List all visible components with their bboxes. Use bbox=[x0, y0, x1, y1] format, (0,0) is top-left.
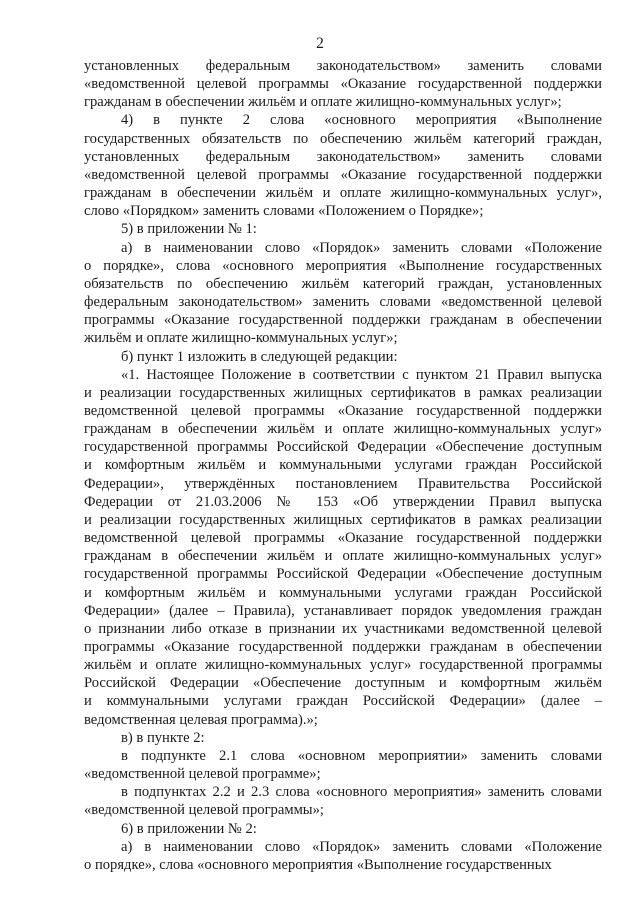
text-line: 5) в приложении № 1: bbox=[121, 221, 257, 238]
paragraph bbox=[84, 57, 602, 111]
paragraph bbox=[84, 111, 602, 220]
text-line: 6) в приложении № 2: bbox=[121, 820, 257, 837]
text-line: Российской Федерации «Обеспечение доступным и комфортным жильём bbox=[84, 675, 602, 692]
text-line: и комфортным жильём и коммунальными услугами граждан Российской bbox=[84, 457, 602, 474]
paragraph bbox=[84, 820, 602, 838]
text-line: в подпункте 2.1 слова «основном мероприятии» заменить словами bbox=[121, 747, 602, 764]
text-line: о порядке», слова «основного мероприятия «Выполнение государственных bbox=[84, 257, 602, 274]
text-line: Федерации» (далее – Правила), устанавливает порядок уведомления граждан bbox=[84, 602, 602, 619]
text-line: ведомственной целевой программы «Оказание государственной поддержки bbox=[84, 530, 602, 547]
text-line: слово «Порядком» заменить словами «Положением о Порядке»; bbox=[84, 203, 484, 220]
text-line: ведомственная целевая программа).»; bbox=[84, 711, 318, 728]
text-line: жильём и оплате жилищно-коммунальных услуг» государственной программы bbox=[84, 657, 602, 674]
text-line: а) в наименовании слово «Порядок» заменить словами «Положение bbox=[121, 838, 602, 855]
text-line: государственных обязательств по обеспечению жильём категорий граждан, bbox=[84, 130, 602, 147]
text-line: «ведомственной целевой программы «Оказание государственной поддержки bbox=[84, 166, 602, 183]
text-line: о признании либо отказе в признании их участниками ведомственной целевой bbox=[84, 620, 602, 637]
text-line: а) в наименовании слово «Порядок» заменить словами «Положение bbox=[121, 239, 602, 256]
paragraph bbox=[84, 729, 602, 747]
text-line: Федерации», утверждённых постановлением Правительства Российской bbox=[84, 475, 602, 492]
text-line: программы «Оказание государственной поддержки гражданам в обеспечении bbox=[84, 312, 602, 329]
text-line: программы «Оказание государственной поддержки гражданам в обеспечении bbox=[84, 639, 602, 655]
text-line: и комфортным жильём и коммунальными услугами граждан Российской bbox=[84, 584, 602, 601]
text-line: в) в пункте 2: bbox=[121, 729, 205, 746]
paragraph bbox=[84, 348, 602, 366]
text-line: «ведомственной целевой программе»; bbox=[84, 766, 321, 783]
text-line: «ведомственной целевой программы»; bbox=[84, 802, 324, 819]
text-line: государственной программы Российской Федерации «Обеспечение доступным bbox=[84, 439, 602, 456]
paragraph bbox=[84, 783, 602, 819]
text-line: «ведомственной целевой программы «Оказание государственной поддержки bbox=[84, 76, 602, 93]
text-line: и реализации государственных жилищных сертификатов в рамках реализации bbox=[84, 384, 602, 401]
text-line: установленных федеральным законодательством» заменить словами bbox=[84, 58, 602, 74]
text-line: ведомственной целевой программы «Оказание государственной поддержки bbox=[84, 402, 602, 419]
paragraph bbox=[84, 220, 602, 238]
text-line: гражданам в обеспечении жильём и оплате жилищно-коммунальных услуг»; bbox=[84, 94, 562, 111]
text-line: и реализации государственных жилищных сертификатов в рамках реализации bbox=[84, 511, 602, 528]
text-line: гражданам в обеспечении жильём и оплате жилищно-коммунальных услуг» bbox=[84, 548, 602, 565]
text-line: 4) в пункте 2 слова «основного мероприятия «Выполнение bbox=[121, 112, 602, 129]
text-line: федеральным законодательством» заменить словами «ведомственной целевой bbox=[84, 294, 602, 311]
page-number: 2 bbox=[316, 35, 324, 52]
text-line: обязательств по обеспечению жильём категорий граждан, установленных bbox=[84, 275, 602, 292]
text-line: гражданам в обеспечении жильём и оплате жилищно-коммунальных услуг» bbox=[84, 421, 602, 438]
text-line: Федерации от 21.03.2006 № 153 «Об утверждении Правил выпуска bbox=[84, 493, 602, 510]
text-line: жильём и оплате жилищно-коммунальных услуг»; bbox=[84, 330, 398, 347]
text-line: «1. Настоящее Положение в соответствии с пунктом 21 Правил выпуска bbox=[121, 366, 602, 383]
text-line: в подпунктах 2.2 и 2.3 слова «основного мероприятия» заменить словами bbox=[121, 784, 602, 801]
paragraph bbox=[84, 366, 602, 729]
text-line: б) пункт 1 изложить в следующей редакции: bbox=[121, 348, 398, 365]
text-line: гражданам в обеспечении жильём и оплате жилищно-коммунальных услуг», bbox=[84, 185, 602, 202]
text-line: о порядке», слова «основного мероприятия «Выполнение государственных bbox=[84, 856, 552, 873]
text-line: и коммунальными услугами граждан Российской Федерации» (далее – bbox=[84, 693, 602, 710]
paragraph bbox=[84, 838, 602, 874]
paragraph bbox=[84, 747, 602, 783]
text-line: государственной программы Российской Федерации «Обеспечение доступным bbox=[84, 566, 602, 583]
text-line: установленных федеральным законодательством» заменить словами bbox=[84, 148, 602, 165]
document-body bbox=[84, 57, 602, 874]
paragraph bbox=[84, 239, 602, 348]
